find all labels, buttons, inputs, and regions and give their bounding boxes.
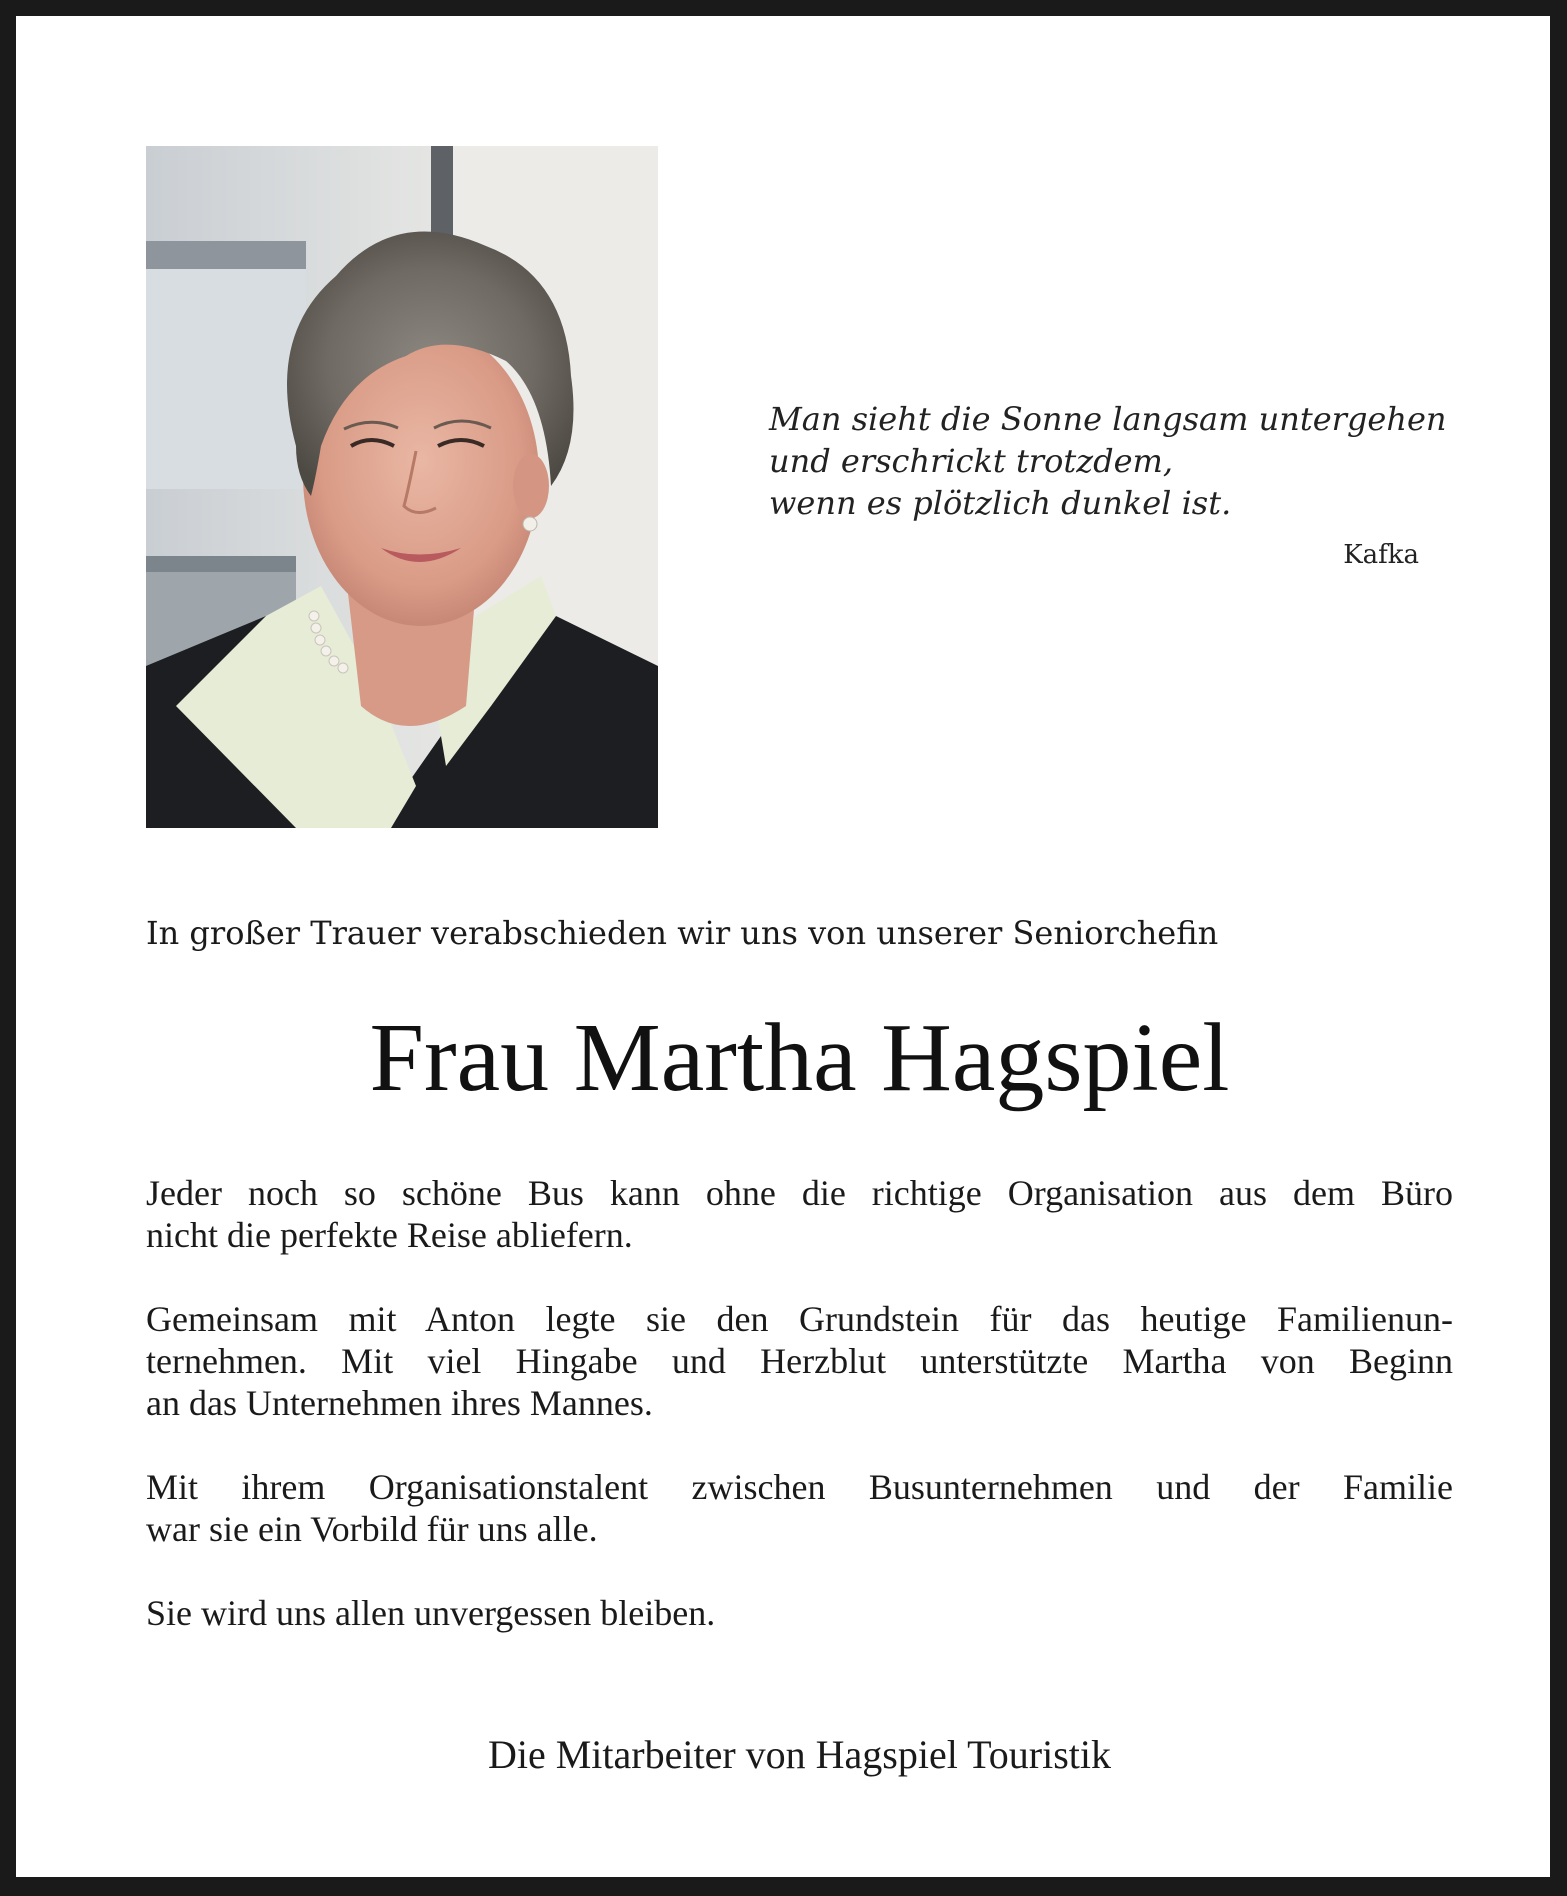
paragraph-line: Gemeinsam mit Anton legte sie den Grundstein für das heutige Familienun- — [146, 1299, 1453, 1339]
tribute-text — [146, 1172, 1453, 1676]
paragraph — [146, 1172, 1453, 1256]
quote-line: und erschrickt trotzdem, — [769, 442, 1174, 480]
paragraph-line: nicht die perfekte Reise abliefern. — [146, 1215, 633, 1255]
signature: Die Mitarbeiter von Hagspiel Touristik — [487, 1732, 1111, 1777]
quote-line: Man sieht die Sonne langsam untergehen — [769, 400, 1447, 438]
portrait-photo — [146, 146, 658, 828]
paragraph — [146, 1592, 1453, 1634]
paragraph-line: ternehmen. Mit viel Hingabe und Herzblut unterstützte Martha von Beginn — [146, 1341, 1453, 1381]
paragraph-line: Jeder noch so schöne Bus kann ohne die richtige Organisation aus dem Büro — [146, 1173, 1453, 1213]
paragraph-line: war sie ein Vorbild für uns alle. — [146, 1509, 598, 1549]
paragraph — [146, 1466, 1453, 1550]
portrait-illustration — [146, 146, 658, 828]
paragraph-line: Sie wird uns allen unvergessen bleiben. — [146, 1593, 716, 1633]
quote-author: Kafka — [1343, 540, 1419, 570]
kafka-quote — [769, 398, 1489, 524]
quote-line: wenn es plötzlich dunkel ist. — [769, 484, 1232, 522]
paragraph-line: Mit ihrem Organisationstalent zwischen Busunternehmen und der Familie — [146, 1467, 1453, 1507]
paragraph — [146, 1298, 1453, 1424]
intro-sentence: In großer Trauer verabschieden wir uns von unserer Seniorchefin — [146, 914, 1219, 952]
deceased-name: Frau Martha Hagspiel — [369, 1004, 1230, 1112]
paragraph-line: an das Unternehmen ihres Mannes. — [146, 1383, 653, 1423]
